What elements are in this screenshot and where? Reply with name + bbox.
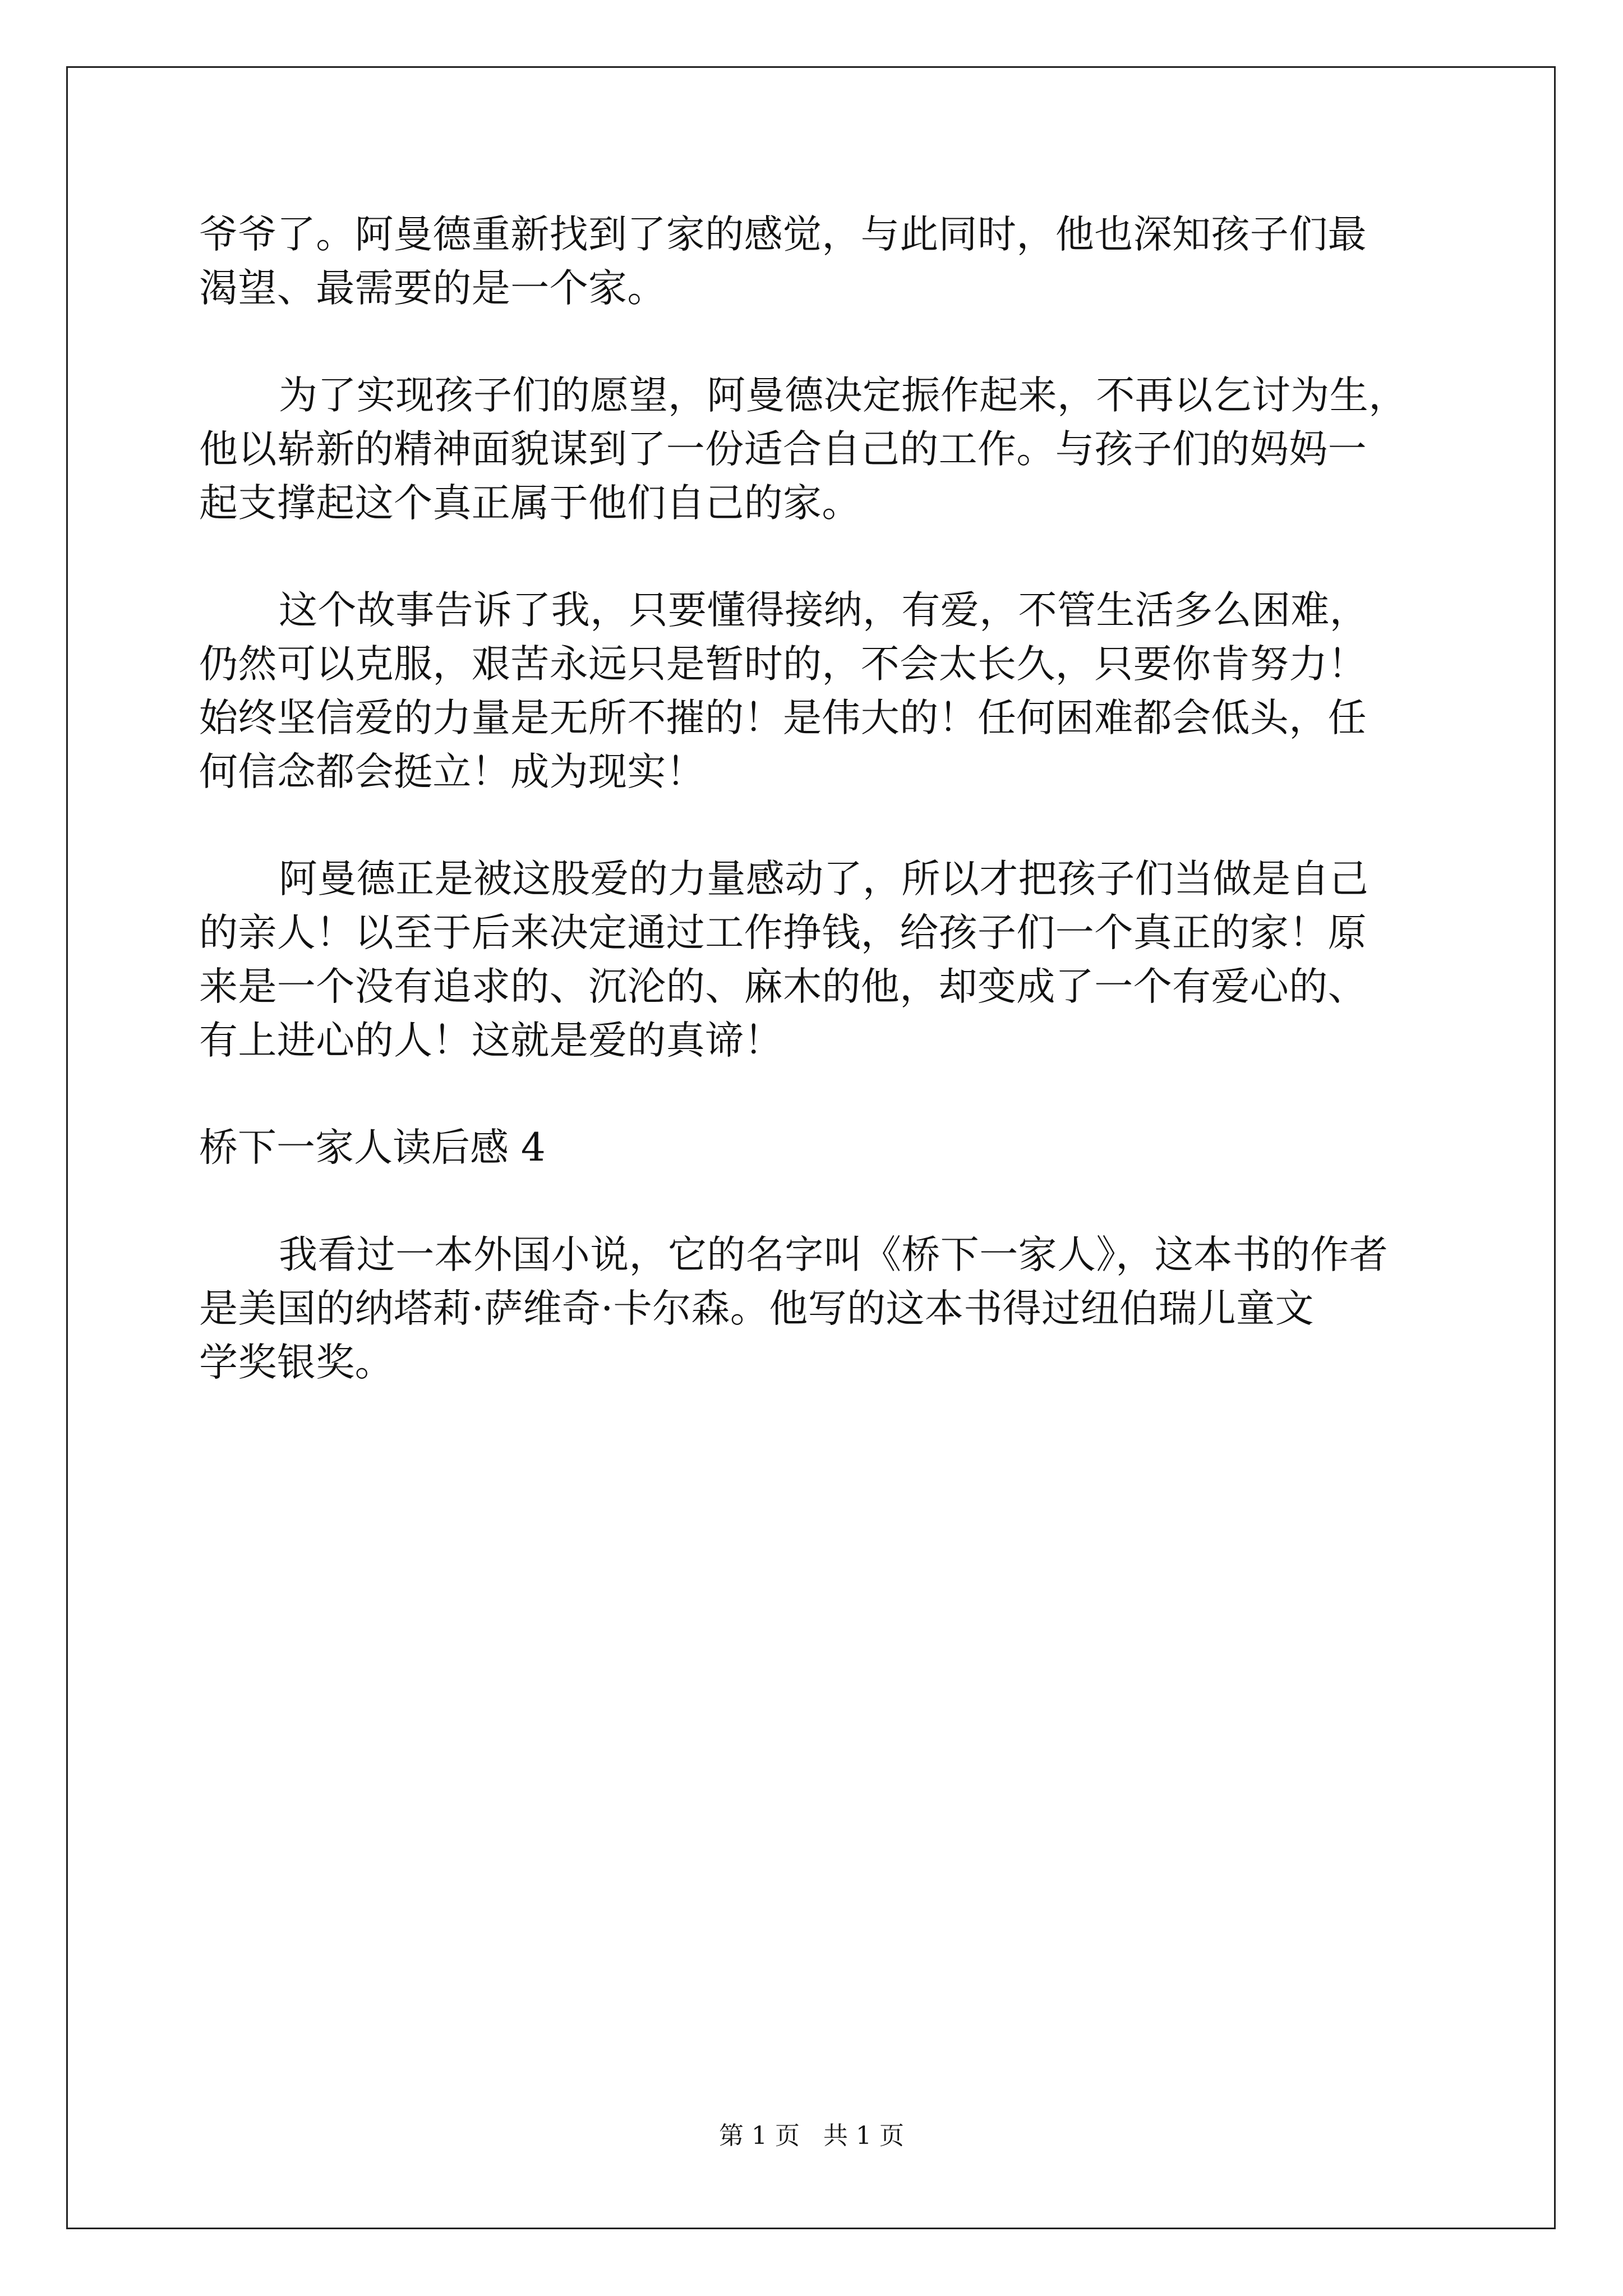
text-line: 始终坚信爱的力量是无所不摧的！是伟大的！任何困难都会低头，任 — [199, 696, 1367, 740]
section-title: 桥下一家人读后感 4 — [199, 1125, 546, 1170]
text-line: 学奖银奖。 — [199, 1340, 394, 1385]
text-line: 仍然可以克服，艰苦永远只是暂时的，不会太长久，只要你肯努力！ — [199, 642, 1367, 687]
text-line: 何信念都会挺立！成为现实！ — [199, 749, 706, 794]
text-line: 是美国的纳塔莉·萨维奇·卡尔森。他写的这本书得过纽伯瑞儿童文 — [199, 1286, 1314, 1331]
text-line: 他以崭新的精神面貌谋到了一份适合自己的工作。与孩子们的妈妈一 — [199, 427, 1367, 472]
page-footer: 第 1 页 共 1 页 — [719, 2122, 904, 2150]
document-body — [199, 208, 1441, 1389]
paragraph-1 — [199, 208, 1441, 315]
paragraph-3 — [199, 583, 1441, 799]
text-line: 的亲人！以至于后来决定通过工作挣钱，给孩子们一个真正的家！原 — [199, 910, 1367, 955]
text-line: 爷爷了。阿曼德重新找到了家的感觉，与此同时，他也深知孩子们最 — [199, 212, 1367, 257]
text-line: 起支撑起这个真正属于他们自己的家。 — [199, 481, 861, 526]
text-line: 有上进心的人！这就是爱的真谛！ — [199, 1018, 783, 1063]
text-line: 阿曼德正是被这股爱的力量感动了，所以才把孩子们当做是自己 — [279, 857, 1369, 901]
text-line: 为了实现孩子们的愿望，阿曼德决定振作起来，不再以乞讨为生， — [279, 373, 1408, 418]
text-line: 渴望、最需要的是一个家。 — [199, 266, 666, 311]
paragraph-2 — [199, 369, 1441, 530]
text-line: 来是一个没有追求的、沉沦的、麻木的他，却变成了一个有爱心的、 — [199, 964, 1367, 1009]
text-line: 这个故事告诉了我，只要懂得接纳，有爱，不管生活多么困难， — [279, 588, 1369, 633]
paragraph-4 — [199, 852, 1441, 1068]
paragraph-5 — [199, 1228, 1441, 1389]
text-line: 我看过一本外国小说，它的名字叫《桥下一家人》，这本书的作者 — [279, 1232, 1389, 1277]
